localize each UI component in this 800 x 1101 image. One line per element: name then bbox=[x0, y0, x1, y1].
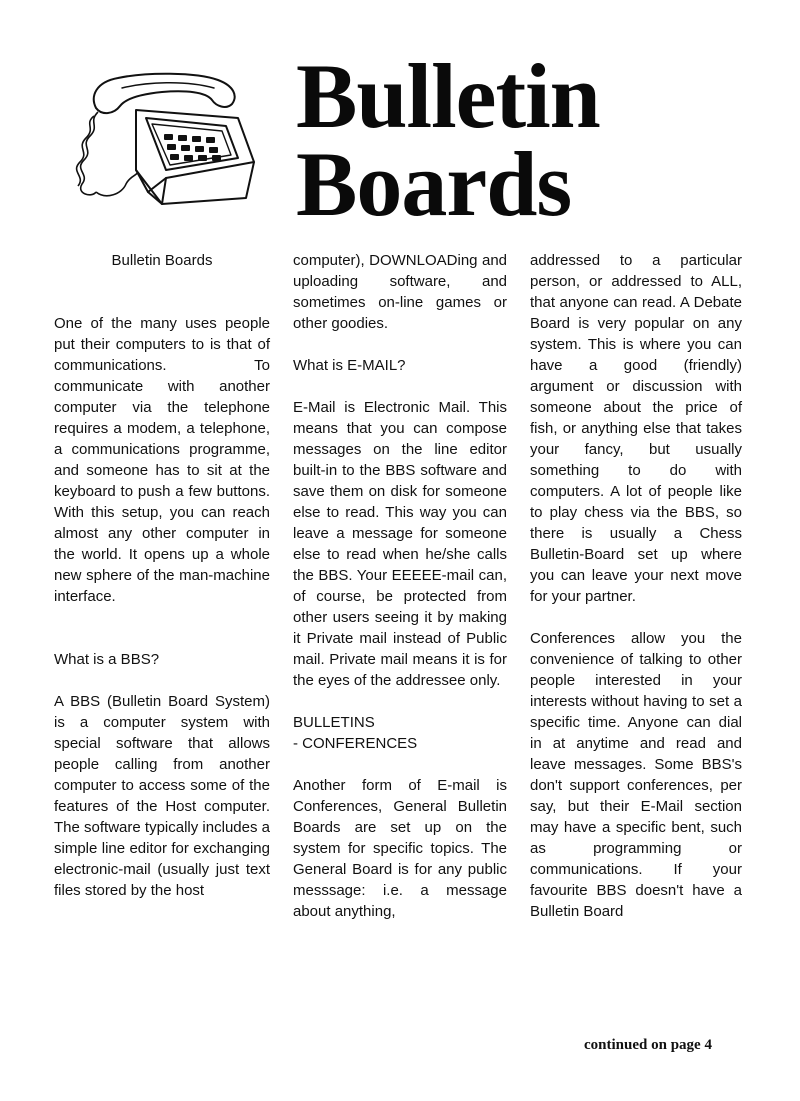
continued-note: continued on page 4 bbox=[584, 1037, 712, 1053]
section-heading bbox=[293, 712, 507, 754]
telephone-icon bbox=[66, 66, 276, 216]
paragraph: A BBS (Bulletin Board System) is a computer system with special software that allows people calling from another computer to access some of the features of the Host computer. The software typically includes a simple line editor for exchanging electronic-mail (usually just text files stored by the host bbox=[54, 693, 270, 899]
paragraph: One of the many uses people put their computers to is that of communications. To communicate with another computer via the telephone requires a modem, a telephone, a communications programme, and someone has to sit at the keyboard to push a few buttons. With this setup, you can reach almost any other computer in the world. It opens up a whole new sphere of the man-machine interface. bbox=[54, 315, 270, 605]
section-heading: What is E-MAIL? bbox=[293, 357, 406, 374]
section-heading-line: - CONFERENCES bbox=[293, 735, 418, 752]
paragraph: computer), DOWNLOADing and uploading software, and sometimes on-line games or other goodies. bbox=[293, 252, 507, 332]
title-line-2: Boards bbox=[296, 133, 572, 235]
paragraph: addressed to a particular person, or addressed to ALL, that anyone can read. A Debate Board is very popular on any system. This is where you can have a good (friendly) argument or discussion with someone about the price of fish, or anything else that takes your fancy, but usually something to do with computers. A lot of people like to play chess via the BBS, so there is usually a Chess Bulletin-Board set up where you can leave your next move for your partner. bbox=[530, 252, 742, 605]
column-heading: Bulletin Boards bbox=[111, 252, 213, 269]
column-2 bbox=[293, 250, 507, 922]
column-3 bbox=[530, 250, 742, 922]
section-heading-line: BULLETINS bbox=[293, 714, 375, 731]
column-1 bbox=[54, 250, 270, 901]
paragraph: Conferences allow you the convenience of talking to other people interested in your interests without having to set a specific time. Anyone can dial in at anytime and read and leave messages. Some BBS's don't support conferences, per say, but their E-Mail section may have a specific bent, such as programming or communications. If your favourite BBS doesn't have a Bulletin Board bbox=[530, 630, 742, 920]
section-heading: What is a BBS? bbox=[54, 651, 160, 668]
paragraph: Another form of E-mail is Conferences, General Bulletin Boards are set up on the system for specific topics. The General Board is for any public messsage: i.e. a message about anything, bbox=[293, 777, 507, 920]
title-line-1: Bulletin bbox=[296, 45, 600, 147]
paragraph: E-Mail is Electronic Mail. This means that you can compose messages on the line editor built-in to the BBS software and save them on disk for someone else to read. This way you can leave a message for someone else to read when he/she calls the BBS. Your EEEEE-mail can, of course, be protected from other users seeing it by making it Private mail instead of Public mail. Private mail means it is for the eyes of the addressee only. bbox=[293, 399, 507, 689]
page-title bbox=[296, 45, 716, 235]
